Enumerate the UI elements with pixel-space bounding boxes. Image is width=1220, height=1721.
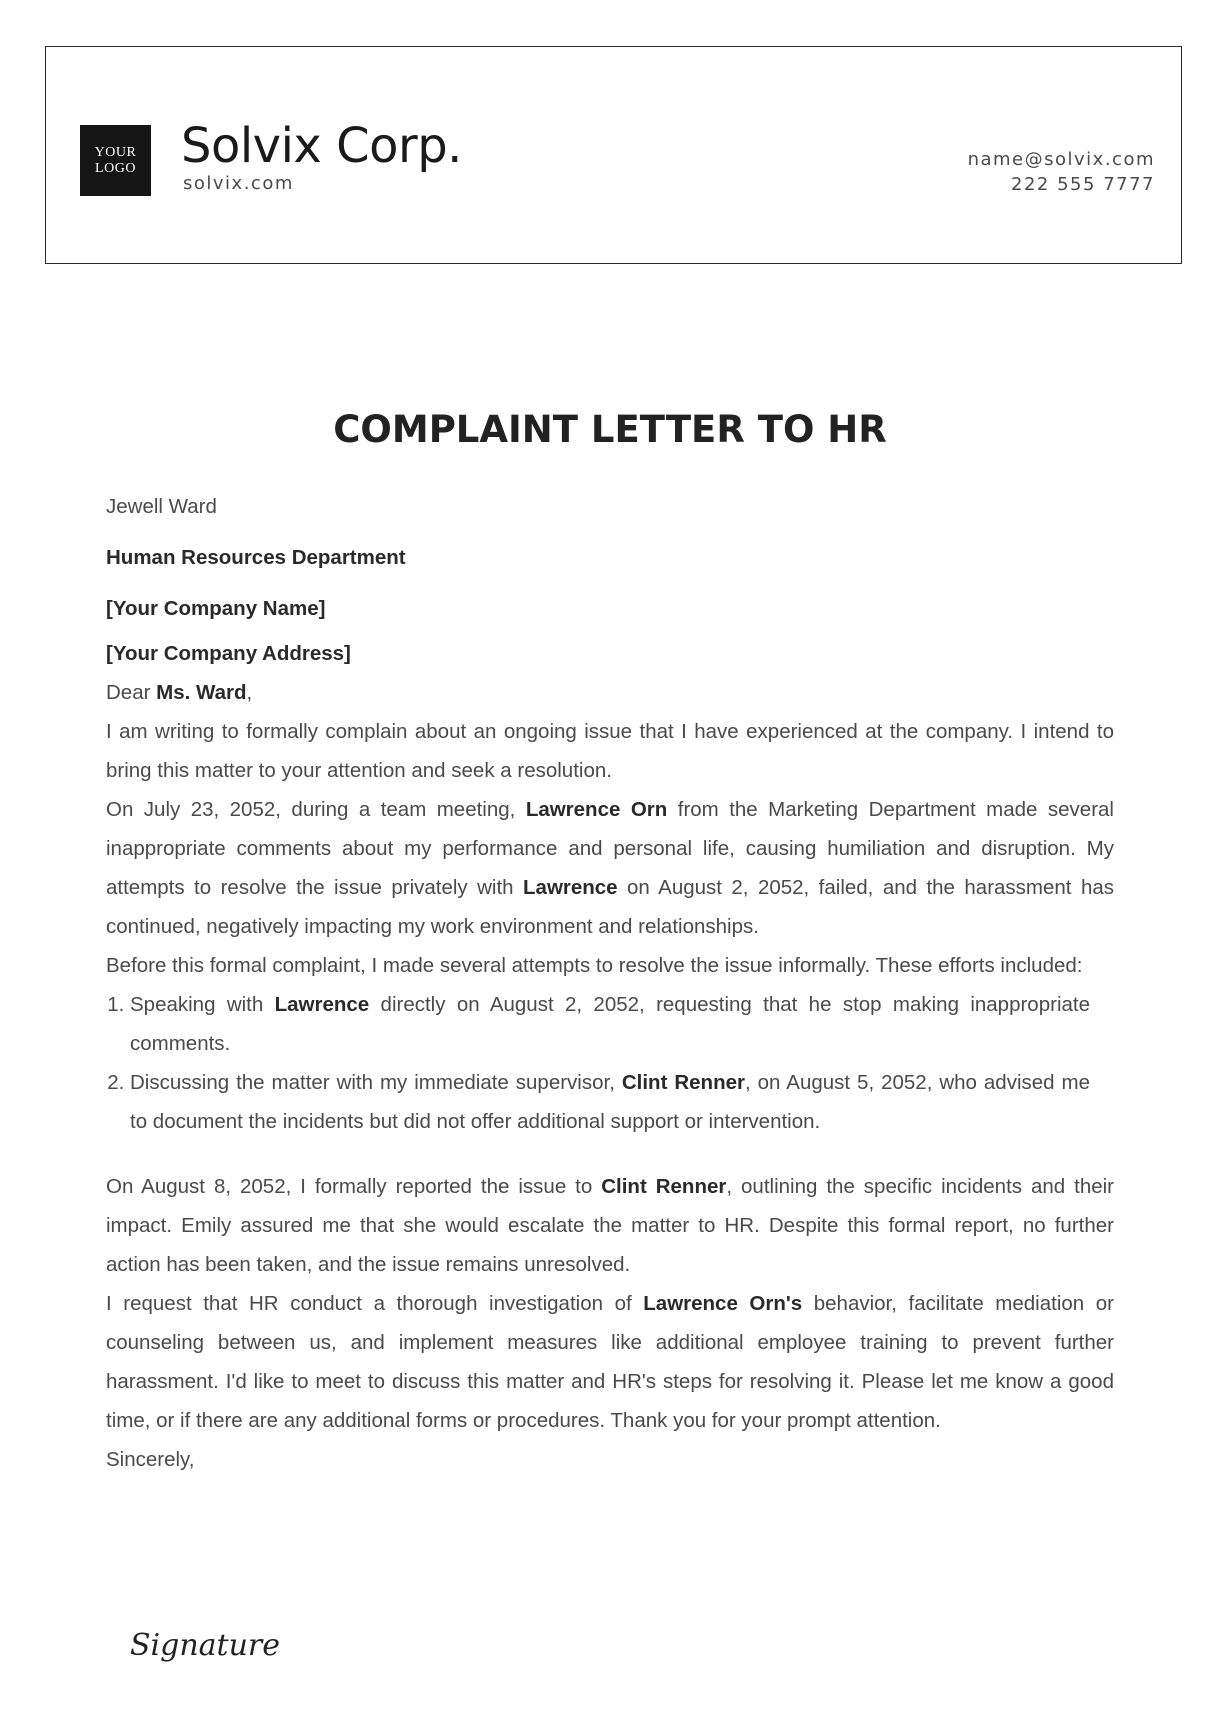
letterhead: [45, 46, 1182, 264]
signature: Signature: [130, 1628, 281, 1663]
closing: Sincerely,: [106, 1448, 195, 1471]
company-website: solvix.com: [183, 173, 294, 194]
recipient-address-line: [106, 634, 1114, 673]
logo: [80, 125, 151, 196]
paragraph-4: On August 8, 2052, I formally reported the issue to Clint Renner, outlining the specific incidents and their impact. Emily assured me that she would escalate the matter to HR. Despite this formal report, no further action has been taken, and the issue remains unresolved.: [106, 1175, 1114, 1276]
spacer: [106, 1141, 1114, 1167]
recipient-name: Jewell Ward: [106, 495, 217, 518]
recipient-address: [Your Company Address]: [106, 642, 351, 665]
logo-line-1: YOUR: [94, 144, 137, 160]
recipient-company: [Your Company Name]: [106, 597, 326, 620]
paragraph-2: On July 23, 2052, during a team meeting, Lawrence Orn from the Marketing Department made several inappropriate comments about my performance and personal life, causing humiliation and disruption. My attempts to resolve the issue privately with Lawrence on August 2, 2052, failed, and the harassment has continued, negatively impacting my work environment and relationships.: [106, 798, 1114, 938]
paragraph-5: I request that HR conduct a thorough investigation of Lawrence Orn's behavior, facilitate mediation or counseling between us, and implement measures like additional employee training to prevent further harassment. I'd like to meet to discuss this matter and HR's steps for resolving it. Please let me know a good time, or if there are any additional forms or procedures. Thank you for your prompt attention.: [106, 1292, 1114, 1432]
paragraph-3: Before this formal complaint, I made several attempts to resolve the issue informally. These efforts included:: [106, 954, 1083, 977]
contact-email: name@solvix.com: [967, 149, 1155, 170]
efforts-list: [106, 985, 1114, 1141]
logo-line-2: LOGO: [95, 160, 136, 176]
document-title: COMPLAINT LETTER TO HR: [333, 408, 887, 451]
recipient-department: Human Resources Department: [106, 546, 406, 569]
paragraph-1: I am writing to formally complain about an ongoing issue that I have experienced at the company. I intend to bring this matter to your attention and seek a resolution.: [106, 720, 1114, 782]
company-name: Solvix Corp.: [181, 118, 462, 174]
list-item: 2. Discussing the matter with my immediate supervisor, Clint Renner, on August 5, 2052, who advised me to document the incidents but did not offer additional support or intervention.: [130, 1063, 1114, 1141]
contact-info: [968, 147, 1155, 197]
salutation: Dear Ms. Ward,: [106, 681, 253, 704]
list-item: 1. Speaking with Lawrence directly on August 2, 2052, requesting that he stop making inappropriate comments.: [130, 985, 1114, 1063]
salutation-name: Ms. Ward: [156, 681, 247, 704]
letter-body: [106, 481, 1114, 1479]
contact-phone: 222 555 7777: [1011, 174, 1155, 195]
